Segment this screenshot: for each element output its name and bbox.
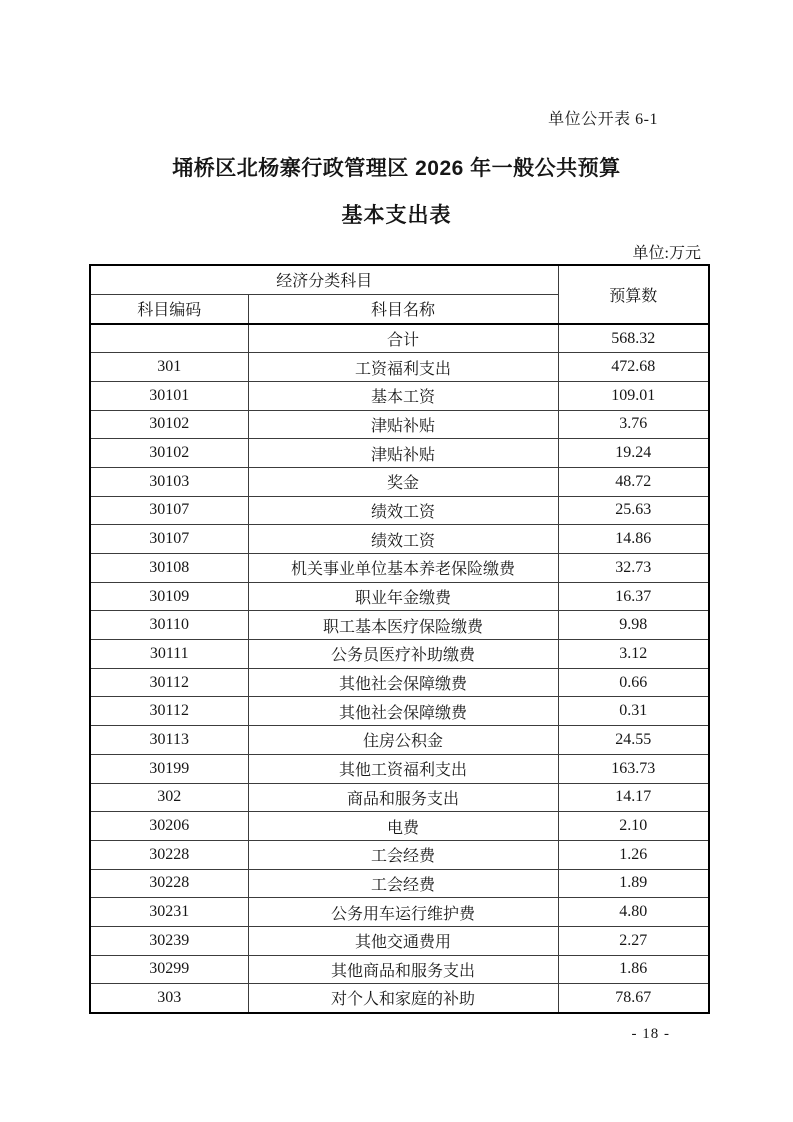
name-cell: 奖金	[248, 467, 558, 496]
budget-cell: 48.72	[558, 467, 709, 496]
unit-note: 单位:万元	[632, 245, 701, 262]
name-cell: 电费	[248, 812, 558, 841]
name-cell: 公务用车运行维护费	[248, 898, 558, 927]
table-row	[90, 783, 709, 812]
page-subtitle: 基本支出表	[341, 204, 452, 227]
budget-cell: 472.68	[558, 353, 709, 382]
name-cell: 合计	[248, 324, 558, 353]
table-row	[90, 840, 709, 869]
code-cell	[90, 324, 248, 353]
code-cell: 30109	[90, 582, 248, 611]
name-cell: 机关事业单位基本养老保险缴费	[248, 554, 558, 583]
code-cell: 30206	[90, 812, 248, 841]
name-cell: 绩效工资	[248, 496, 558, 525]
budget-cell: 78.67	[558, 984, 709, 1013]
code-cell: 30239	[90, 926, 248, 955]
name-cell: 住房公积金	[248, 726, 558, 755]
budget-cell: 4.80	[558, 898, 709, 927]
table-row	[90, 898, 709, 927]
table-row	[90, 869, 709, 898]
name-cell: 工会经费	[248, 869, 558, 898]
doc-label: 单位公开表 6-1	[548, 111, 658, 128]
name-cell: 其他社会保障缴费	[248, 668, 558, 697]
code-cell: 30102	[90, 439, 248, 468]
table-row	[90, 955, 709, 984]
table-row	[90, 439, 709, 468]
name-cell: 其他商品和服务支出	[248, 955, 558, 984]
table-row	[90, 410, 709, 439]
budget-cell: 0.66	[558, 668, 709, 697]
code-cell: 30299	[90, 955, 248, 984]
name-cell: 其他社会保障缴费	[248, 697, 558, 726]
budget-cell: 14.17	[558, 783, 709, 812]
table-row	[90, 697, 709, 726]
name-cell: 商品和服务支出	[248, 783, 558, 812]
code-cell: 30199	[90, 754, 248, 783]
table-row	[90, 611, 709, 640]
page-number: - 18 -	[631, 1026, 670, 1042]
table-header	[90, 265, 709, 324]
code-cell: 30110	[90, 611, 248, 640]
budget-cell: 9.98	[558, 611, 709, 640]
table-row	[90, 668, 709, 697]
budget-table	[89, 264, 710, 1014]
budget-cell: 25.63	[558, 496, 709, 525]
name-cell: 职业年金缴费	[248, 582, 558, 611]
code-cell: 30231	[90, 898, 248, 927]
budget-cell: 1.26	[558, 840, 709, 869]
code-cell: 30228	[90, 840, 248, 869]
budget-cell: 2.27	[558, 926, 709, 955]
code-cell: 30112	[90, 668, 248, 697]
budget-cell: 32.73	[558, 554, 709, 583]
table-row	[90, 812, 709, 841]
name-cell: 津贴补贴	[248, 410, 558, 439]
header-code: 科目编码	[90, 294, 248, 324]
name-cell: 公务员医疗补助缴费	[248, 640, 558, 669]
table-row	[90, 984, 709, 1013]
table-row	[90, 582, 709, 611]
page-title: 埇桥区北杨寨行政管理区 2026 年一般公共预算	[172, 157, 621, 180]
budget-cell: 24.55	[558, 726, 709, 755]
name-cell: 基本工资	[248, 381, 558, 410]
budget-cell: 163.73	[558, 754, 709, 783]
code-cell: 30228	[90, 869, 248, 898]
table-body	[90, 324, 709, 1013]
budget-cell: 16.37	[558, 582, 709, 611]
header-economic-classification: 经济分类科目	[90, 265, 558, 294]
header-name: 科目名称	[248, 294, 558, 324]
table-row	[90, 353, 709, 382]
code-cell: 30112	[90, 697, 248, 726]
code-cell: 302	[90, 783, 248, 812]
name-cell: 工会经费	[248, 840, 558, 869]
name-cell: 对个人和家庭的补助	[248, 984, 558, 1013]
code-cell: 30107	[90, 496, 248, 525]
name-cell: 津贴补贴	[248, 439, 558, 468]
code-cell: 30111	[90, 640, 248, 669]
header-budget: 预算数	[558, 265, 709, 324]
code-cell: 303	[90, 984, 248, 1013]
budget-cell: 3.76	[558, 410, 709, 439]
name-cell: 绩效工资	[248, 525, 558, 554]
budget-cell: 1.86	[558, 955, 709, 984]
code-cell: 30108	[90, 554, 248, 583]
table-row	[90, 467, 709, 496]
table-row	[90, 640, 709, 669]
name-cell: 工资福利支出	[248, 353, 558, 382]
name-cell: 其他工资福利支出	[248, 754, 558, 783]
budget-cell: 568.32	[558, 324, 709, 353]
code-cell: 30113	[90, 726, 248, 755]
budget-cell: 0.31	[558, 697, 709, 726]
code-cell: 30102	[90, 410, 248, 439]
table-row	[90, 726, 709, 755]
name-cell: 其他交通费用	[248, 926, 558, 955]
budget-cell: 19.24	[558, 439, 709, 468]
table-row	[90, 525, 709, 554]
name-cell: 职工基本医疗保险缴费	[248, 611, 558, 640]
table-row	[90, 754, 709, 783]
table-row	[90, 324, 709, 353]
budget-cell: 1.89	[558, 869, 709, 898]
budget-cell: 3.12	[558, 640, 709, 669]
budget-cell: 14.86	[558, 525, 709, 554]
code-cell: 30103	[90, 467, 248, 496]
table-row	[90, 926, 709, 955]
code-cell: 30107	[90, 525, 248, 554]
header-row-group	[90, 265, 709, 294]
table-row	[90, 554, 709, 583]
table-row	[90, 496, 709, 525]
table-row	[90, 381, 709, 410]
code-cell: 301	[90, 353, 248, 382]
budget-cell: 2.10	[558, 812, 709, 841]
code-cell: 30101	[90, 381, 248, 410]
budget-cell: 109.01	[558, 381, 709, 410]
